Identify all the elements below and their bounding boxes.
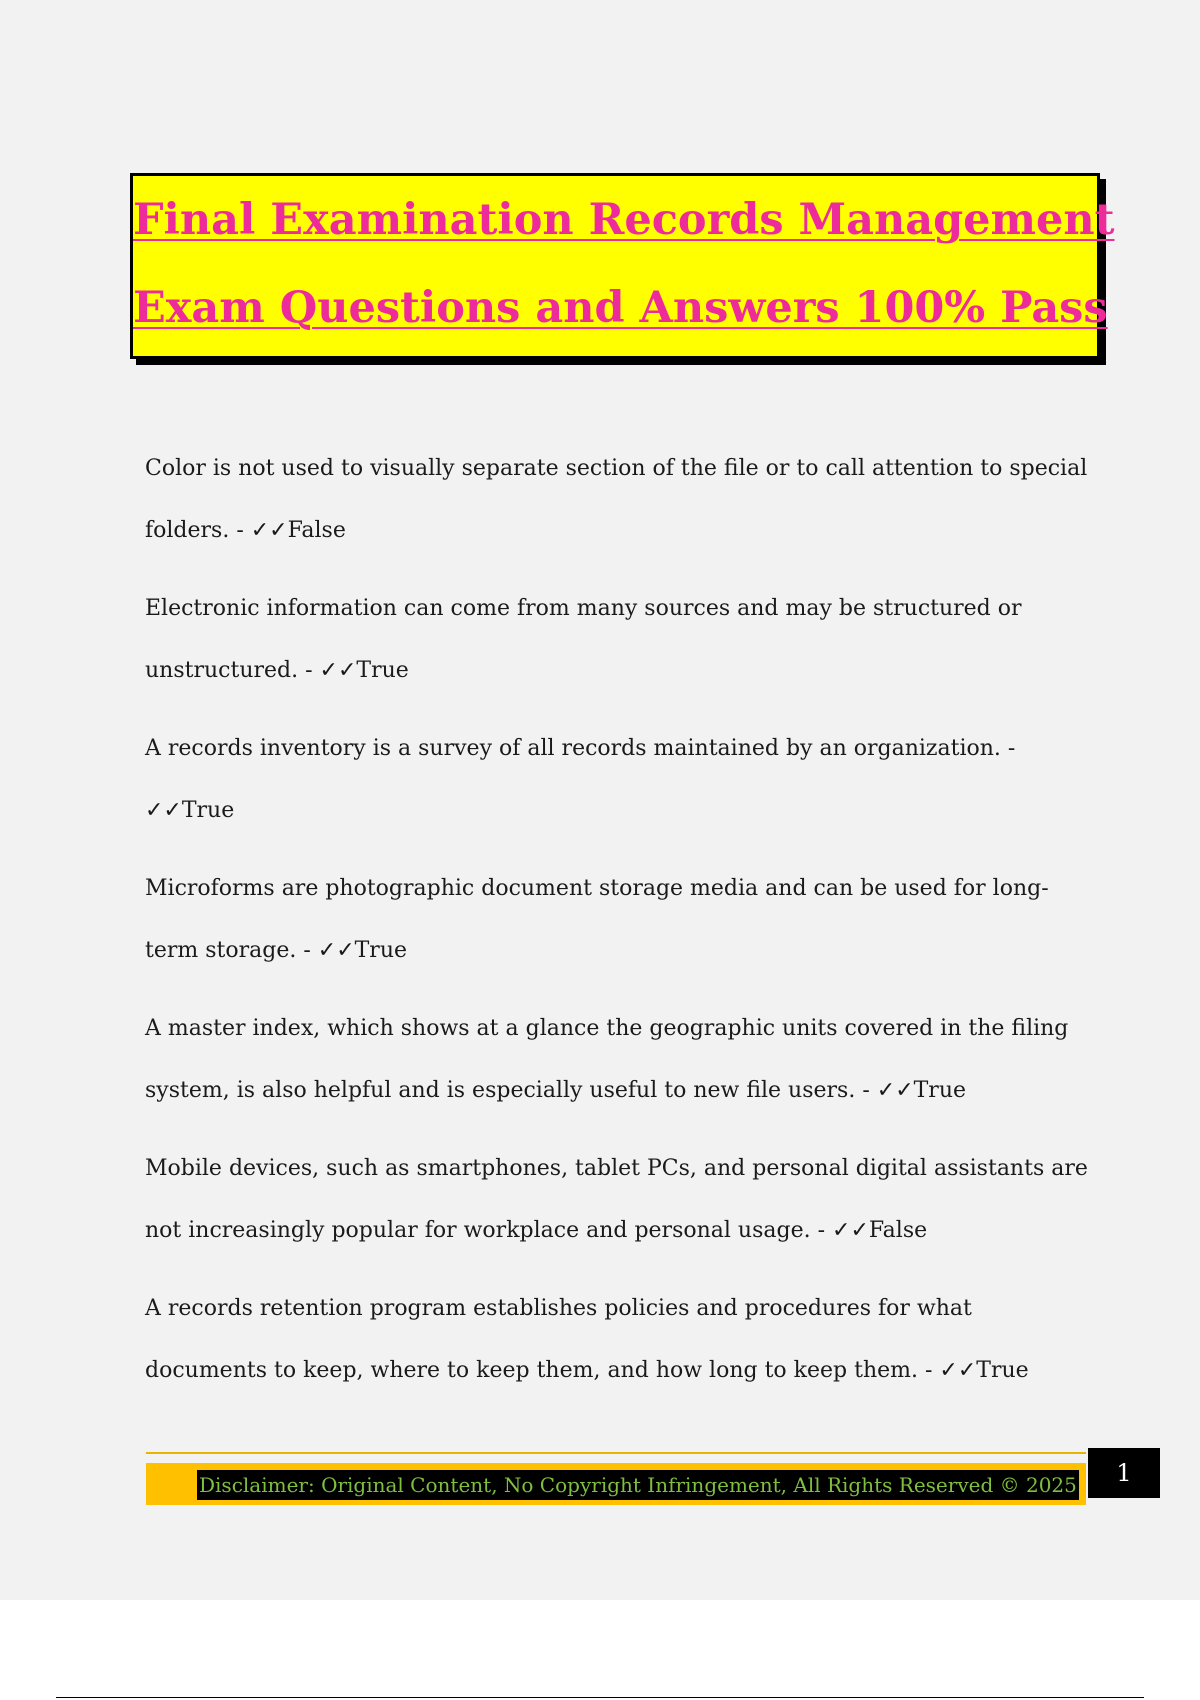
answer-text: ✓✓True xyxy=(319,658,409,683)
question-text: Electronic information can come from many sources and may be structured or unstructured. - xyxy=(145,596,1022,683)
answer-text: ✓✓True xyxy=(876,1078,967,1103)
page-number: 1 xyxy=(1088,1448,1160,1498)
qa-item xyxy=(145,718,1095,842)
title-line-1: Final Examination Records Management xyxy=(133,195,1115,245)
qa-list xyxy=(145,438,1095,1418)
title-box xyxy=(130,173,1115,359)
bottom-divider xyxy=(56,1697,1144,1698)
qa-item xyxy=(145,998,1095,1122)
question-text: Color is not used to visually separate section of the file or to call attention to special folders. - xyxy=(145,456,1088,543)
qa-item xyxy=(145,578,1095,702)
question-text: A master index, which shows at a glance the geographic units covered in the filing system, is also helpful and is especially useful to new file users. - xyxy=(145,1016,1069,1103)
answer-text: ✓✓True xyxy=(939,1358,1029,1383)
answer-text: ✓✓True xyxy=(317,938,408,963)
question-text: A records retention program establishes policies and procedures for what documents to keep, where to keep them, and how long to keep them. - xyxy=(145,1296,972,1383)
qa-item xyxy=(145,438,1095,562)
question-text: A records inventory is a survey of all records maintained by an organization. - xyxy=(145,736,1016,761)
answer-text: ✓✓False xyxy=(250,518,346,543)
footer-disclaimer: Disclaimer: Original Content, No Copyright Infringement, All Rights Reserved © 2025 xyxy=(197,1470,1079,1500)
qa-item xyxy=(145,858,1095,982)
qa-item xyxy=(145,1278,1095,1402)
qa-item xyxy=(145,1138,1095,1262)
answer-text: ✓✓False xyxy=(832,1218,928,1243)
answer-text: ✓✓True xyxy=(145,798,235,823)
footer-divider xyxy=(146,1452,1086,1454)
question-text: Microforms are photographic document storage media and can be used for long-term storage. - xyxy=(145,876,1049,963)
title-line-2: Exam Questions and Answers 100% Pass xyxy=(133,283,1108,333)
question-text: Mobile devices, such as smartphones, tablet PCs, and personal digital assistants are not increasingly popular for workplace and personal usage. - xyxy=(145,1156,1088,1243)
